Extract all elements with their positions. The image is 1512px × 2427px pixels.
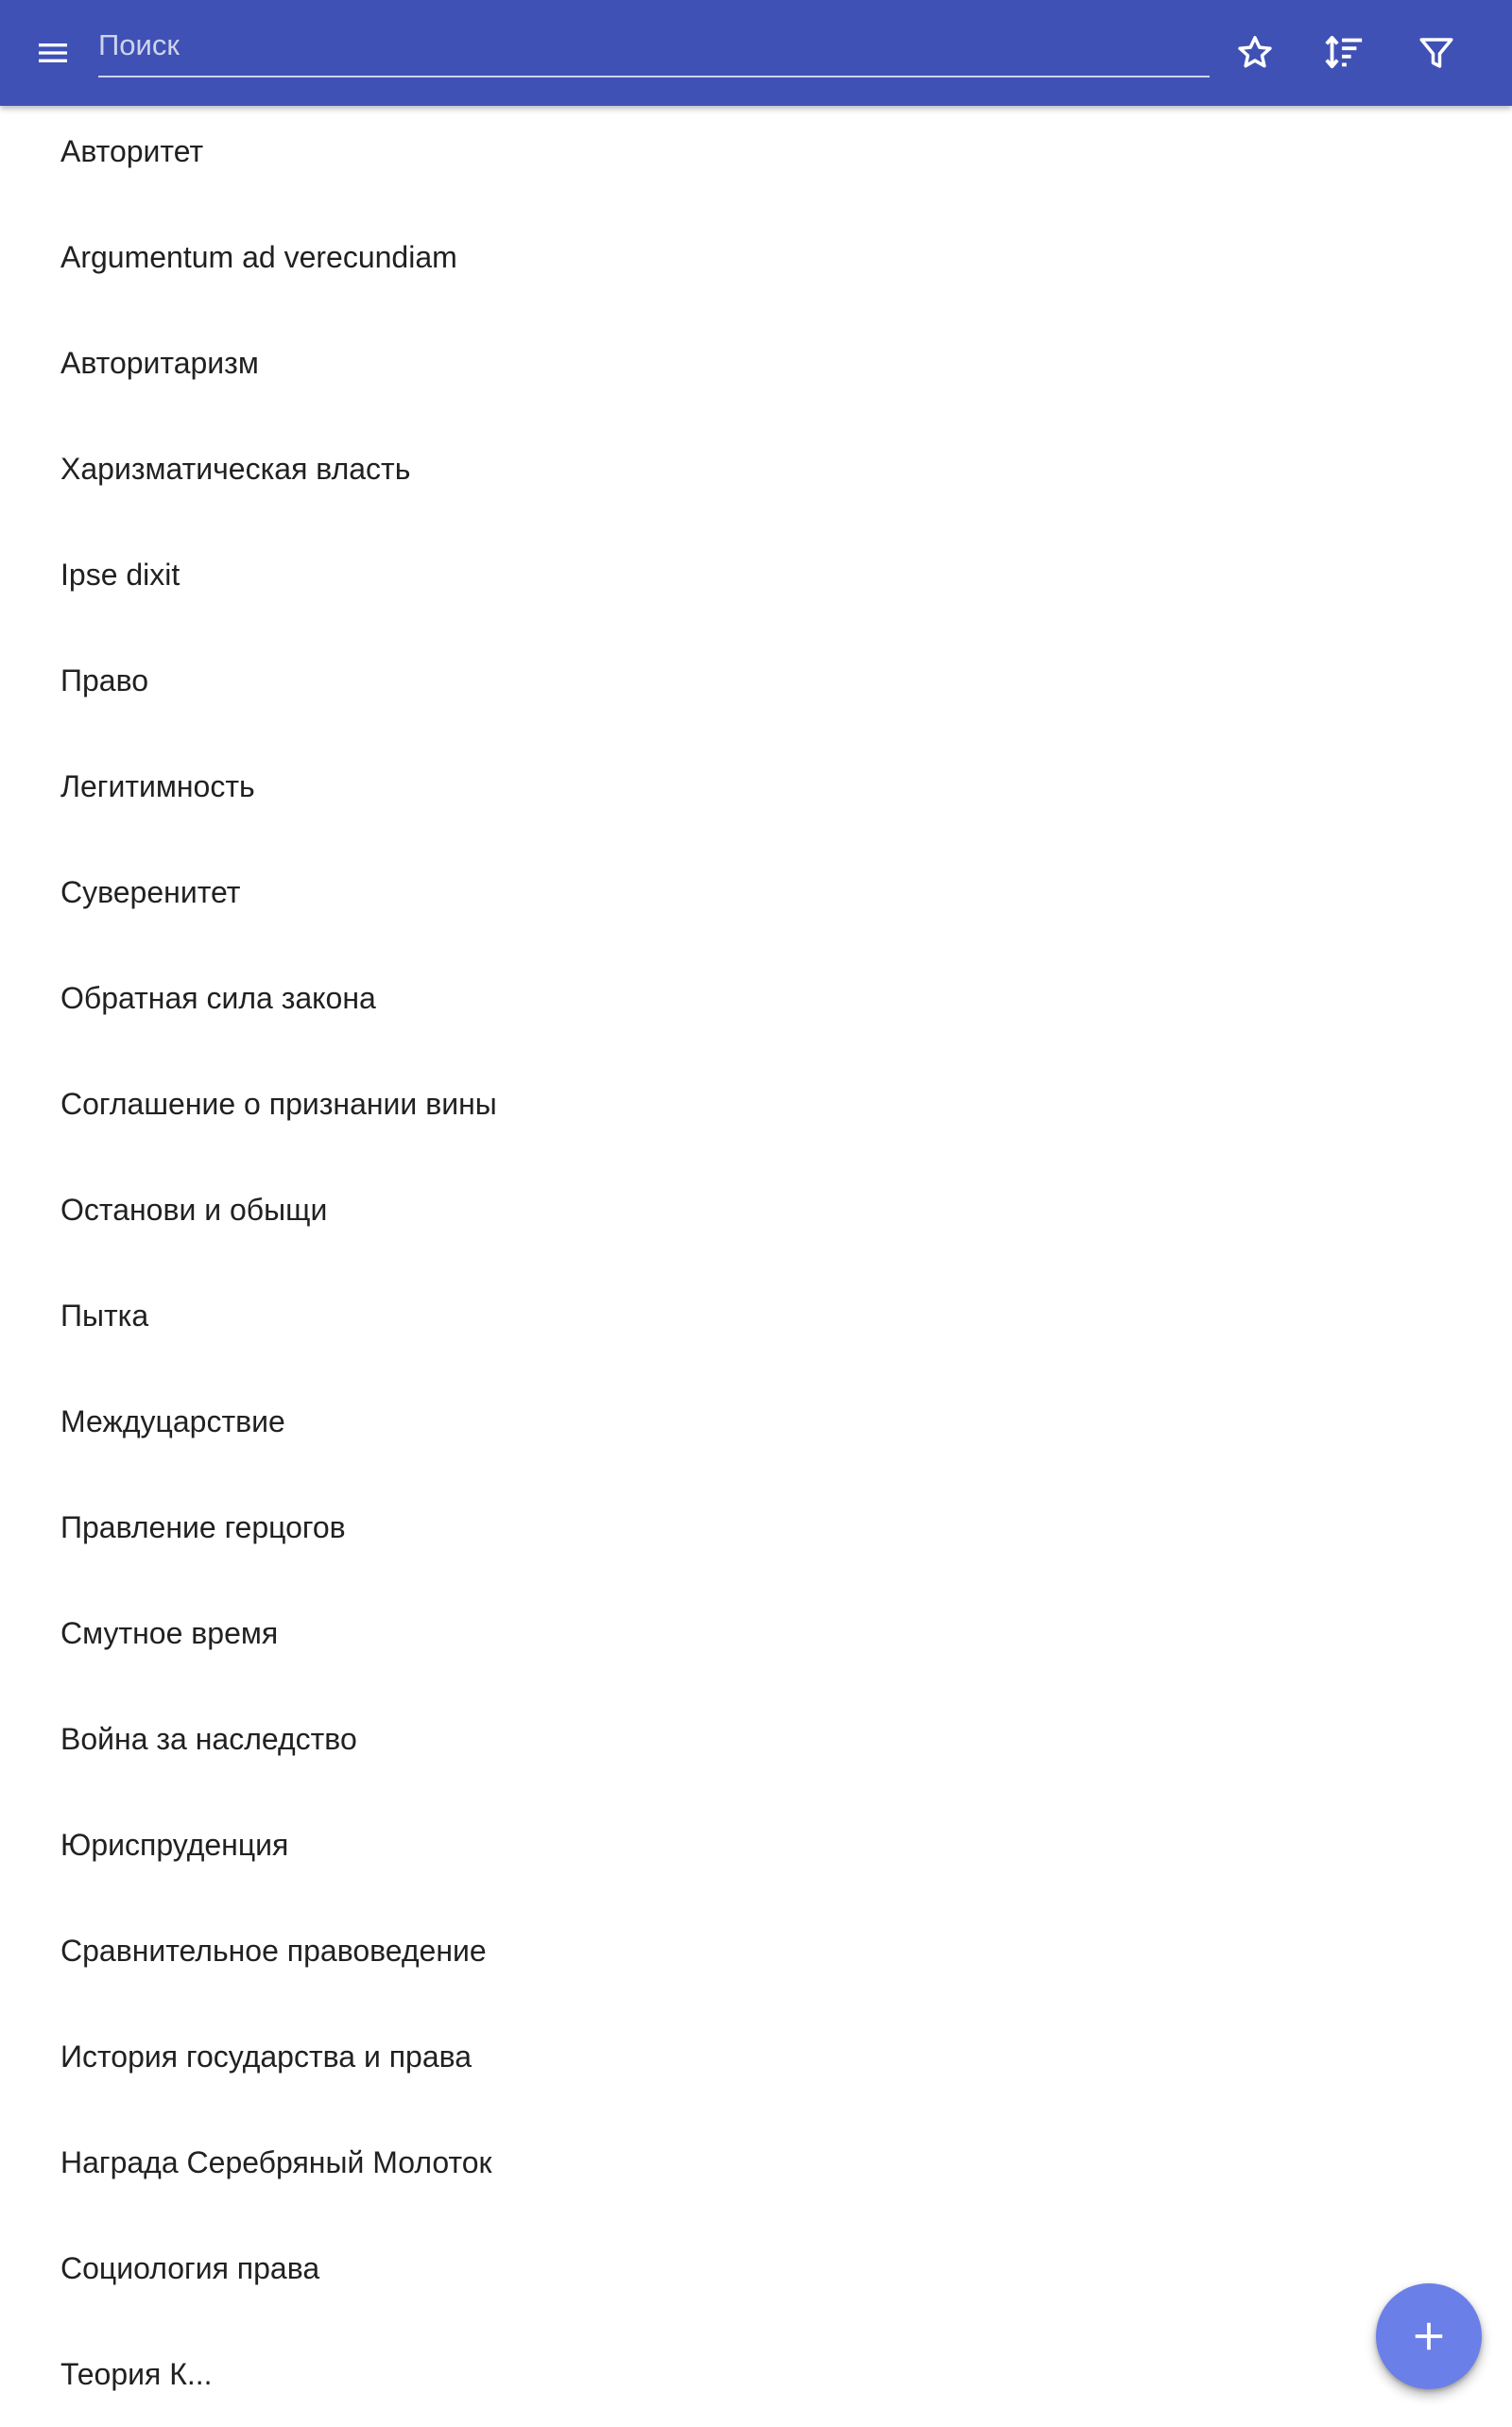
menu-icon (34, 34, 72, 72)
app-bar (0, 0, 1512, 106)
list-item[interactable]: Теория К... (60, 2356, 213, 2391)
list-item[interactable]: Харизматическая власть (60, 451, 411, 486)
list-item[interactable]: Пытка (60, 1298, 149, 1333)
list-item[interactable]: Легитимность (60, 768, 255, 803)
sort-button[interactable] (1306, 15, 1382, 91)
list-item[interactable]: Война за наследство (60, 1721, 357, 1756)
list-item[interactable]: Обратная сила закона (60, 980, 376, 1015)
list-item[interactable]: Смутное время (60, 1615, 279, 1650)
list-item[interactable]: Сравнительное правоведение (60, 1933, 487, 1968)
search-input[interactable] (98, 21, 1210, 70)
list-item[interactable]: История государства и права (60, 2039, 472, 2074)
menu-button[interactable] (15, 15, 91, 91)
plus-icon (1411, 2318, 1447, 2354)
list-item[interactable]: Суверенитет (60, 874, 241, 909)
list-item[interactable]: Соглашение о признании вины (60, 1086, 497, 1121)
list-item[interactable]: Социология права (60, 2250, 320, 2285)
list-item[interactable]: Argumentum ad verecundiam (60, 239, 457, 274)
list-item[interactable]: Останови и обыщи (60, 1192, 328, 1227)
list-item[interactable]: Ipse dixit (60, 557, 180, 592)
list-item[interactable]: Награда Серебряный Молоток (60, 2144, 492, 2179)
list-item[interactable]: Авторитет (60, 133, 204, 168)
favorites-button[interactable] (1217, 15, 1293, 91)
list-item[interactable]: Юриспруденция (60, 1827, 289, 1862)
add-button[interactable] (1376, 2283, 1482, 2389)
search-field (98, 21, 1210, 77)
list-item[interactable]: Авторитаризм (60, 345, 259, 380)
list-item[interactable]: Междуцарствие (60, 1403, 285, 1438)
list-item[interactable]: Право (60, 663, 149, 697)
filter-button[interactable] (1399, 15, 1474, 91)
filter-icon (1417, 33, 1456, 73)
list-item[interactable]: Правление герцогов (60, 1509, 346, 1544)
term-list (0, 98, 1512, 2427)
star-outline-icon (1234, 32, 1276, 74)
sort-icon (1322, 31, 1366, 75)
